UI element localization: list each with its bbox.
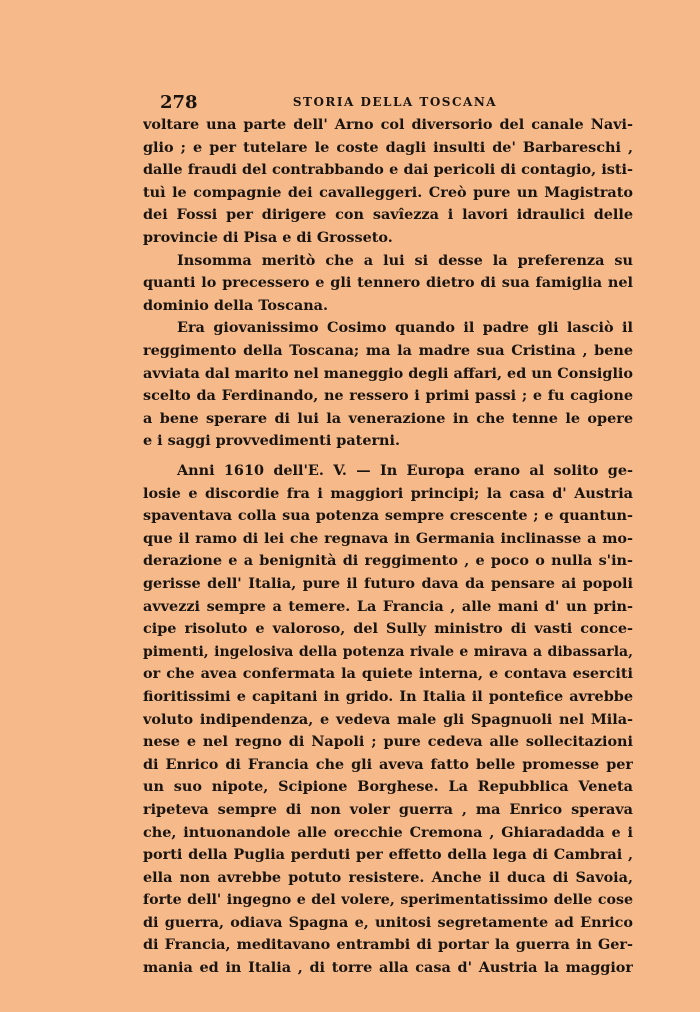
- paragraph-block-2: [143, 460, 633, 980]
- text-line: dominio della Toscana.: [143, 296, 329, 314]
- paragraph-block-1: [143, 114, 633, 453]
- text-line: a bene sperare di lui la venerazione in che tenne le opere: [143, 409, 633, 427]
- running-title: STORIA DELLA TOSCANA: [292, 95, 498, 109]
- text-line: gerisse dell' Italia, pure il futuro dava da pensare ai popoli: [143, 574, 633, 592]
- text-line: di guerra, odiava Spagna e, unitosi segretamente ad Enrico: [143, 913, 633, 931]
- text-line: nese e nel regno di Napoli ; pure cedeva alle sollecitazioni: [143, 733, 633, 751]
- page-header: [160, 92, 630, 114]
- text-line: dalle fraudi del contrabbando e dai pericoli di contagio, isti-: [143, 161, 633, 179]
- text-line: que il ramo di lei che regnava in Germania inclinasse a mo-: [143, 529, 633, 547]
- text-line: di Enrico di Francia che gli aveva fatto belle promesse per: [143, 755, 633, 773]
- text-line: porti della Puglia perduti per effetto della lega di Cambrai ,: [143, 846, 633, 864]
- text-line: spaventava colla sua potenza sempre crescente ; e quantun-: [143, 507, 633, 525]
- text-line: di Francia, meditavano entrambi di portar la guerra in Ger-: [143, 936, 633, 954]
- text-line: Era giovanissimo Cosimo quando il padre gli lasciò il: [177, 319, 633, 337]
- text-line: reggimento della Toscana; ma la madre sua Cristina , bene: [143, 341, 633, 359]
- text-line: quanti lo precessero e gli tennero dietro di sua famiglia nel: [143, 274, 633, 292]
- text-line: fioritissimi e capitani in grido. In Italia il pontefice avrebbe: [143, 687, 633, 705]
- text-line: avvezzi sempre a temere. La Francia , alle mani d' un prin-: [143, 597, 633, 615]
- text-line: avviata dal marito nel maneggio degli affari, ed un Consiglio: [143, 364, 633, 382]
- text-line: che, intuonandole alle orecchie Cremona , Ghiaradadda e i: [143, 823, 633, 841]
- text-line: losie e discordie fra i maggiori principi; la casa d' Austria: [143, 484, 633, 502]
- text-line: ripeteva sempre di non voler guerra , ma Enrico sperava: [143, 800, 633, 818]
- text-line: pimenti, ingelosiva della potenza rivale e mirava a dibassarla,: [143, 643, 633, 660]
- text-line: ella non avrebbe potuto resistere. Anche il duca di Savoia,: [143, 868, 633, 886]
- text-line: provincie di Pisa e di Grosseto.: [143, 228, 393, 246]
- text-line: derazione e a benignità di reggimento , e poco o nulla s'in-: [143, 552, 633, 570]
- text-line: tuì le compagnie dei cavalleggeri. Creò pure un Magistrato: [143, 183, 633, 201]
- text-line: forte dell' ingegno e del volere, sperimentatissimo delle cose: [143, 892, 633, 909]
- text-line: scelto da Ferdinando, ne ressero i primi passi ; e fu cagione: [143, 387, 633, 405]
- text-line: glio ; e per tutelare le coste dagli insulti de' Barbareschi ,: [143, 138, 633, 156]
- page-number: 278: [160, 92, 198, 113]
- text-line: dei Fossi per dirigere con savîezza i lavori idraulici delle: [143, 206, 633, 224]
- text-line: voltare una parte dell' Arno col diversorio del canale Navi-: [143, 116, 633, 133]
- text-line: Insomma meritò che a lui si desse la preferenza su: [177, 251, 633, 269]
- text-line: mania ed in Italia , di torre alla casa d' Austria la maggior: [143, 959, 633, 977]
- text-line: Anni 1610 dell'E. V. — In Europa erano al solito ge-: [177, 462, 633, 479]
- text-line: e i saggi provvedimenti paterni.: [143, 432, 401, 450]
- text-line: cipe risoluto e valoroso, del Sully ministro di vasti conce-: [143, 620, 633, 638]
- text-line: or che avea confermata la quiete interna, e contava eserciti: [143, 665, 633, 683]
- text-line: un suo nipote, Scipione Borghese. La Repubblica Veneta: [143, 778, 633, 796]
- text-line: voluto indipendenza, e vedeva male gli Spagnuoli nel Mila-: [143, 710, 633, 728]
